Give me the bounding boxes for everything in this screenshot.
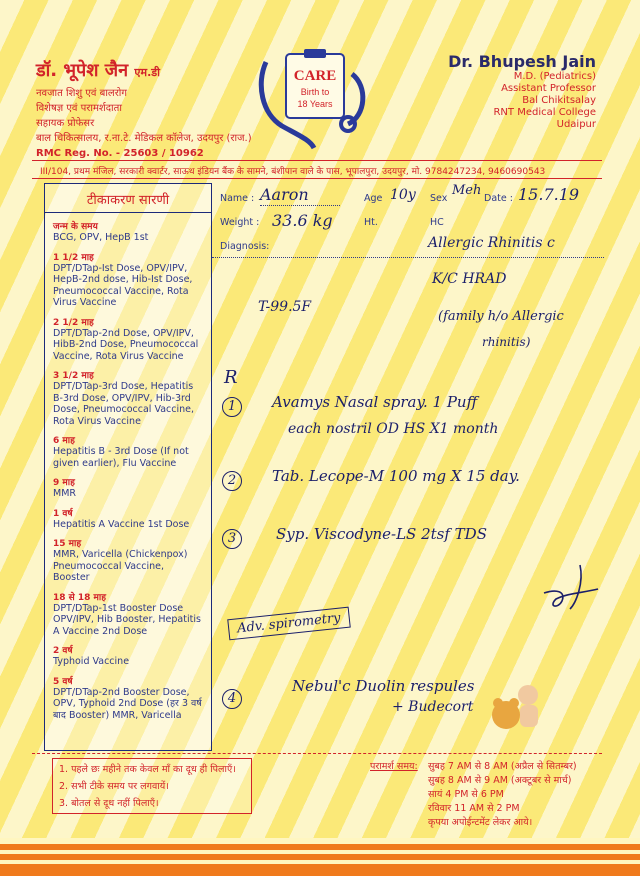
timing-row: रविवार 11 AM से 2 PM xyxy=(428,803,520,814)
vaccination-title: टीकाकरण सारणी xyxy=(45,184,211,213)
rx-item-number: 4 xyxy=(222,689,242,709)
schedule-vaccines: DPT/DTap-1st Booster Dose OPV/IPV, Hib Booster, Hepatitis A Vaccine 2nd Dose xyxy=(53,602,201,637)
family-history-2: rhinitis) xyxy=(482,335,531,349)
sex-label: Sex xyxy=(430,193,448,204)
schedule-age: 18 से 18 माह xyxy=(53,592,107,603)
doctor-details-english xyxy=(448,52,596,131)
schedule-vaccines: DPT/DTap-2nd Dose, OPV/IPV, HibB-2nd Dose, Pneumococcal Vaccine, Rota Virus Vaccine xyxy=(53,327,199,362)
rx-item-number: 3 xyxy=(222,529,242,549)
detail-line: RNT Medical College xyxy=(493,107,596,118)
schedule-age: जन्म के समय xyxy=(53,222,98,232)
schedule-vaccines: BCG, OPV, HepB 1st xyxy=(53,232,149,243)
schedule-entry xyxy=(45,674,211,722)
doctor-name-en: Dr. Bhupesh Jain xyxy=(448,52,596,71)
detail-line: M.D. (Pediatrics) xyxy=(513,71,596,82)
schedule-entry xyxy=(45,590,211,638)
schedule-entry xyxy=(45,506,211,531)
baby-illustration xyxy=(480,681,550,741)
schedule-vaccines: Typhoid Vaccine xyxy=(53,656,130,667)
schedule-age: 3 1/2 माह xyxy=(53,371,94,381)
age-handwritten: 10y xyxy=(390,187,416,203)
schedule-age: 1 1/2 माह xyxy=(53,252,94,263)
name-line xyxy=(260,205,340,206)
logo-sub2: 18 Years xyxy=(297,99,333,109)
logo-sub1: Birth to xyxy=(300,87,330,97)
diagnosis-label: Diagnosis: xyxy=(220,241,270,252)
schedule-vaccines: MMR, Varicella (Chickenpox) Pneumococcal Vaccine, Booster xyxy=(53,549,188,583)
weight-handwritten: 33.6 kg xyxy=(272,211,333,230)
rx-item-number: 1 xyxy=(222,397,242,417)
detail-line: बाल चिकित्सालय, र.ना.टे. मेडिकल कॉलेज, उदयपुर (राज.) xyxy=(36,133,252,144)
temperature-note: T-99.5F xyxy=(258,299,312,315)
schedule-age: 5 वर्ष xyxy=(53,676,73,687)
timings-label: परामर्श समय: xyxy=(370,761,418,772)
schedule-vaccines: DPT/DTap-2nd Booster Dose, OPV, Typhoid 2nd Dose (हर 3 वर्ष बाद Booster) MMR, Varicella xyxy=(53,686,202,721)
schedule-age: 15 माह xyxy=(53,539,82,549)
schedule-age: 2 वर्ष xyxy=(53,646,73,656)
rmc-number: RMC Reg. No. - 25603 / 10962 xyxy=(36,148,204,159)
schedule-entry xyxy=(45,250,211,309)
schedule-vaccines: Hepatitis B - 3rd Dose (If not given earlier), Flu Vaccine xyxy=(53,446,189,469)
advice-box: Adv. spirometry xyxy=(227,607,350,641)
schedule-entry xyxy=(45,643,211,668)
diagnosis-divider xyxy=(212,257,604,258)
schedule-entry xyxy=(45,368,211,427)
family-history-1: (family h/o Allergic xyxy=(438,309,564,324)
doctor-signature xyxy=(522,563,602,623)
header-divider-top xyxy=(32,160,602,161)
diagnosis-line-1: Allergic Rhinitis c xyxy=(428,235,555,251)
detail-line: विशेषज्ञ एवं परामर्शदाता xyxy=(36,103,122,114)
date-label: Date : xyxy=(484,193,513,204)
schedule-age: 9 माह xyxy=(53,478,75,488)
rx-item-1-line-2: each nostril OD HS X1 month xyxy=(288,421,499,437)
weight-label: Weight : xyxy=(220,217,260,228)
timing-row: सायं 4 PM से 6 PM xyxy=(428,789,504,800)
name-label: Name : xyxy=(220,193,255,204)
vaccination-schedule xyxy=(44,183,212,751)
timing-row: सुबह 7 AM से 8 AM (अप्रैल से सितम्बर) xyxy=(428,761,577,772)
doctor-name-hi-text: डॉ. भूपेश जैन xyxy=(36,60,129,81)
schedule-entry xyxy=(45,219,211,244)
timing-row: सुबह 8 AM से 9 AM (अक्टूबर से मार्च) xyxy=(428,775,572,786)
schedule-vaccines: DPT/DTap-3rd Dose, Hepatitis B-3rd Dose, OPV/IPV, Hib-3rd Dose, Pneumococcal Vaccine, Rota Virus Vaccine xyxy=(53,381,194,427)
header-divider-bottom xyxy=(32,178,602,179)
detail-line: नवजात शिशु एवं बालरोग xyxy=(36,88,128,99)
schedule-entry xyxy=(45,475,211,500)
clinic-address: III/104, प्रथम मंजिल, सरकारी क्वार्टर, साऊथ इंडियन बैंक के सामने, बंशीपान वाले के पास, भूपालपुरा, उदयपुर, मो. 9784247234, 9460690543 xyxy=(40,167,546,177)
schedule-vaccines: MMR xyxy=(53,488,76,499)
rx-item-1-line-1: Avamys Nasal spray. 1 Puff xyxy=(272,393,478,411)
rx-item-4-line-2: + Budecort xyxy=(392,699,474,715)
schedule-age: 2 1/2 माह xyxy=(53,317,94,328)
rx-item-number: 2 xyxy=(222,471,242,491)
schedule-entry xyxy=(45,315,211,363)
age-label: Age xyxy=(364,193,383,204)
detail-line: Assistant Professor xyxy=(501,83,596,94)
detail-line: Bal Chikitsalay xyxy=(522,95,596,106)
height-label: Ht. xyxy=(364,217,378,228)
doctor-name-hindi xyxy=(36,58,252,161)
rx-item-2: Tab. Lecope-M 100 mg X 15 day. xyxy=(272,467,520,485)
timing-row: कृपया अपोईन्टमेंट लेकर आये। xyxy=(428,817,533,828)
schedule-age: 6 माह xyxy=(53,436,75,446)
rx-symbol: R xyxy=(224,367,238,388)
date-handwritten: 15.7.19 xyxy=(518,185,580,204)
doctor-details-hindi xyxy=(36,86,252,161)
footer-stripe-band xyxy=(0,838,640,876)
instruction-line: 3. बोतल से दूध नहीं पिलाएँ। xyxy=(59,798,159,809)
prescription-area xyxy=(212,183,604,749)
parent-instructions xyxy=(52,758,252,814)
head-circumference-label: HC xyxy=(430,217,444,228)
schedule-vaccines: DPT/DTap-Ist Dose, OPV/IPV, HepB-2nd dose, Hib-Ist Dose, Pneumococcal Vaccine, Rota Virus Vaccine xyxy=(53,262,193,308)
schedule-entry xyxy=(45,433,211,469)
footer-divider xyxy=(32,753,602,754)
rx-item-4-line-1: Nebul'c Duolin respules xyxy=(292,677,475,695)
detail-line: Udaipur xyxy=(556,119,596,130)
diagnosis-line-2: K/C HRAD xyxy=(432,271,507,287)
care-stethoscope-logo xyxy=(252,44,372,154)
schedule-entry xyxy=(45,536,211,584)
sex-handwritten: Meh xyxy=(452,183,482,198)
detail-line: सहायक प्रोफेसर xyxy=(36,118,95,129)
instruction-line: 1. पहले छः महीने तक केवल माँ का दूध ही पिलाएँ। xyxy=(59,764,236,775)
patient-name-handwritten: Aaron xyxy=(260,185,309,204)
schedule-vaccines: Hepatitis A Vaccine 1st Dose xyxy=(53,518,190,530)
degree-hi: एम.डी xyxy=(134,66,160,79)
rx-item-3: Syp. Viscodyne-LS 2tsf TDS xyxy=(276,525,487,543)
logo-title: CARE xyxy=(293,68,337,84)
instruction-line: 2. सभी टीके समय पर लगवायें। xyxy=(59,781,169,792)
schedule-age: 1 वर्ष xyxy=(53,508,73,519)
